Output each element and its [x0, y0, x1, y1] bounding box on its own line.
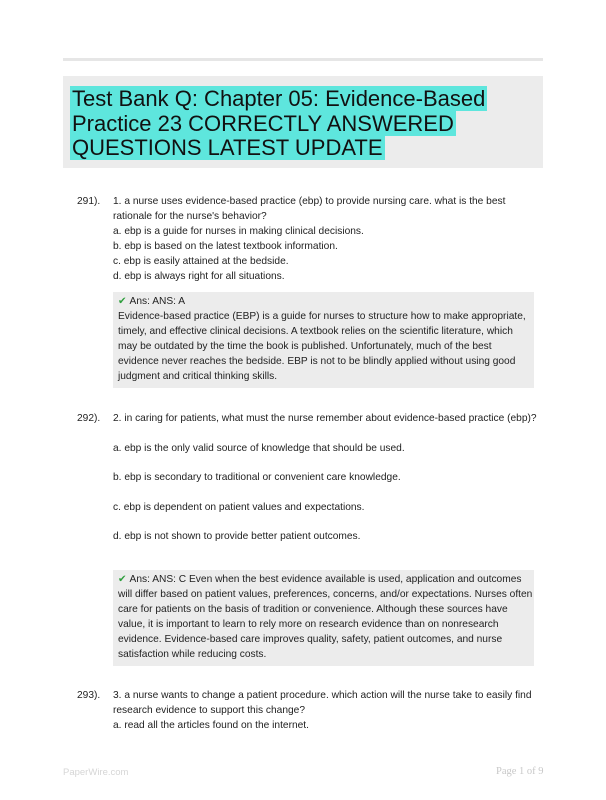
- option-d: d. ebp is not shown to provide better patient outcomes.: [113, 531, 361, 542]
- answer-label: Ans: ANS: C: [129, 574, 187, 585]
- footer-site-watermark: PaperWire.com: [63, 767, 129, 778]
- checkmark-icon: ✔: [118, 574, 127, 585]
- answer-box-292: [113, 570, 534, 666]
- option-c: c. ebp is dependent on patient values and expectations.: [113, 501, 365, 513]
- option-a: a. ebp is a guide for nurses in making clinical decisions.: [113, 226, 364, 237]
- answer-explanation: Evidence-based practice (EBP) is a guide for nurses to structure how to make appropriate, timely, and effective clinical decisions. A textbook relies on the scientific literature, which may be outdated by the time the book is published. Unfortunately, much of the best evidence never reaches the bedside. EBP is not to be blindly applied without using good judgment and critical thinking skills.: [118, 311, 526, 382]
- checkmark-icon: ✔: [118, 296, 127, 307]
- option-c: c. ebp is easily attained at the bedside.: [113, 256, 289, 267]
- question-number: 291).: [77, 196, 101, 207]
- option-b: b. ebp is based on the latest textbook information.: [113, 241, 338, 252]
- answer-label: Ans: ANS: A: [129, 296, 186, 307]
- question-number: 293).: [77, 690, 101, 701]
- page-number: Page 1 of 9: [496, 766, 544, 777]
- option-a: a. read all the articles found on the internet.: [113, 720, 309, 731]
- answer-explanation: Even when the best evidence available is used, application and outcomes will differ based on patient values, preferences, concerns, and/or expectations. Nurses often care for patients on the basis of tradition or convenience. Although these sources have value, it is important to learn to rely more on research evidence than on nonresearch evidence. Evidence-based care improves quality, safety, patient outcomes, and nurse satisfaction while reducing costs.: [118, 574, 533, 660]
- option-d: d. ebp is always right for all situations.: [113, 271, 285, 282]
- option-b: b. ebp is secondary to traditional or convenient care knowledge.: [113, 472, 401, 483]
- answer-box-291: [113, 292, 534, 388]
- page-title: Test Bank Q: Chapter 05: Evidence-Based Practice 23 CORRECTLY ANSWERED QUESTIONS LATEST UPDATE: [72, 86, 486, 160]
- question-stem: 2. in caring for patients, what must the nurse remember about evidence-based practice (ebp)?: [113, 413, 537, 424]
- question-stem: 3. a nurse wants to change a patient procedure. which action will the nurse take to easily find research evidence to support this change?: [113, 690, 532, 716]
- question-stem: 1. a nurse uses evidence-based practice (ebp) to provide nursing care. what is the best rationale for the nurse's behavior?: [113, 196, 506, 222]
- question-number: 292).: [77, 413, 101, 424]
- option-a: a. ebp is the only valid source of knowledge that should be used.: [113, 442, 405, 454]
- top-divider: [63, 58, 543, 61]
